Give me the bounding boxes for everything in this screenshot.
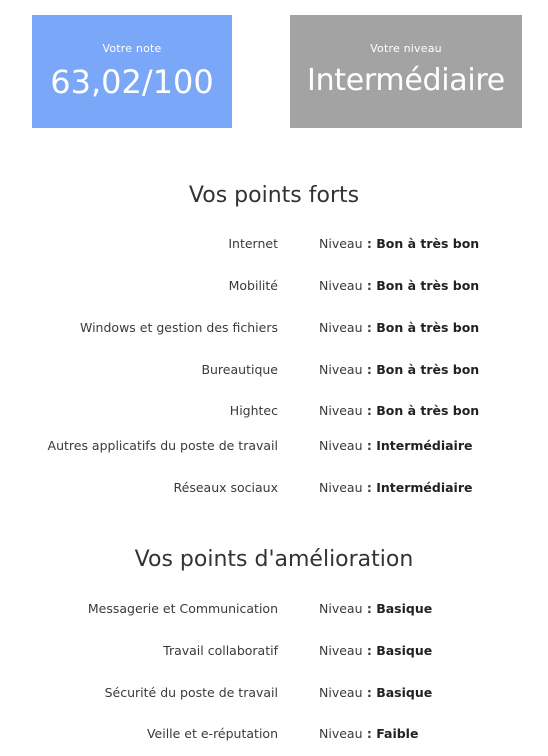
level-card [290, 15, 522, 128]
level-value: Intermédiaire [376, 480, 473, 495]
level-value: Bon à très bon [376, 362, 480, 377]
skill-level: Niveau : Bon à très bon [319, 362, 480, 377]
score-card [32, 15, 232, 128]
skill-level: Niveau : Basique [319, 643, 433, 658]
score-label: Votre note [102, 42, 162, 55]
list-item [0, 601, 548, 621]
level-prefix: Niveau [319, 438, 363, 453]
level-value: Basique [376, 685, 433, 700]
improvements-title: Vos points d'amélioration [134, 547, 414, 572]
level-value: Bon à très bon [376, 278, 480, 293]
level-value: Bon à très bon [376, 236, 480, 251]
level-prefix: Niveau [319, 726, 363, 741]
skill-level: Niveau : Intermédiaire [319, 438, 473, 453]
list-item [0, 320, 548, 340]
level-prefix: Niveau [319, 320, 363, 335]
list-item [0, 236, 548, 256]
level-value: Intermédiaire [307, 63, 505, 98]
level-prefix: Niveau [319, 362, 363, 377]
level-value: Intermédiaire [376, 438, 473, 453]
level-prefix: Niveau [319, 278, 363, 293]
skill-level: Niveau : Basique [319, 601, 433, 616]
level-value: Faible [376, 726, 419, 741]
skill-level: Niveau : Bon à très bon [319, 403, 480, 418]
skill-name: Autres applicatifs du poste de travail [47, 438, 278, 453]
level-prefix: Niveau [319, 236, 363, 251]
list-item [0, 643, 548, 663]
list-item [0, 403, 548, 423]
skill-level: Niveau : Basique [319, 685, 433, 700]
list-item [0, 480, 548, 500]
level-prefix: Niveau [319, 480, 363, 495]
level-prefix: Niveau [319, 601, 363, 616]
skill-name: Mobilité [228, 278, 278, 293]
skill-name: Sécurité du poste de travail [104, 685, 278, 700]
skill-name: Windows et gestion des fichiers [80, 320, 278, 335]
strengths-title: Vos points forts [188, 183, 360, 208]
list-item [0, 726, 548, 746]
level-value: Bon à très bon [376, 403, 480, 418]
skill-name: Internet [228, 236, 278, 251]
level-value: Basique [376, 601, 433, 616]
level-value: Bon à très bon [376, 320, 480, 335]
skill-level: Niveau : Bon à très bon [319, 278, 480, 293]
skill-name: Veille et e-réputation [146, 726, 278, 741]
level-value: Basique [376, 643, 433, 658]
list-item [0, 278, 548, 298]
skill-level: Niveau : Bon à très bon [319, 320, 480, 335]
skill-name: Bureautique [201, 362, 278, 377]
skill-level: Niveau : Faible [319, 726, 419, 741]
skill-name: Messagerie et Communication [87, 601, 278, 616]
level-label: Votre niveau [370, 42, 442, 55]
skill-name: Réseaux sociaux [173, 480, 278, 495]
skill-name: Hightec [229, 403, 278, 418]
list-item [0, 685, 548, 705]
skill-level: Niveau : Intermédiaire [319, 480, 473, 495]
list-item [0, 438, 548, 458]
score-value: 63,02/100 [50, 63, 214, 101]
level-prefix: Niveau [319, 403, 363, 418]
level-prefix: Niveau [319, 685, 363, 700]
skill-name: Travail collaboratif [163, 643, 278, 658]
level-prefix: Niveau [319, 643, 363, 658]
skill-level: Niveau : Bon à très bon [319, 236, 480, 251]
list-item [0, 362, 548, 382]
